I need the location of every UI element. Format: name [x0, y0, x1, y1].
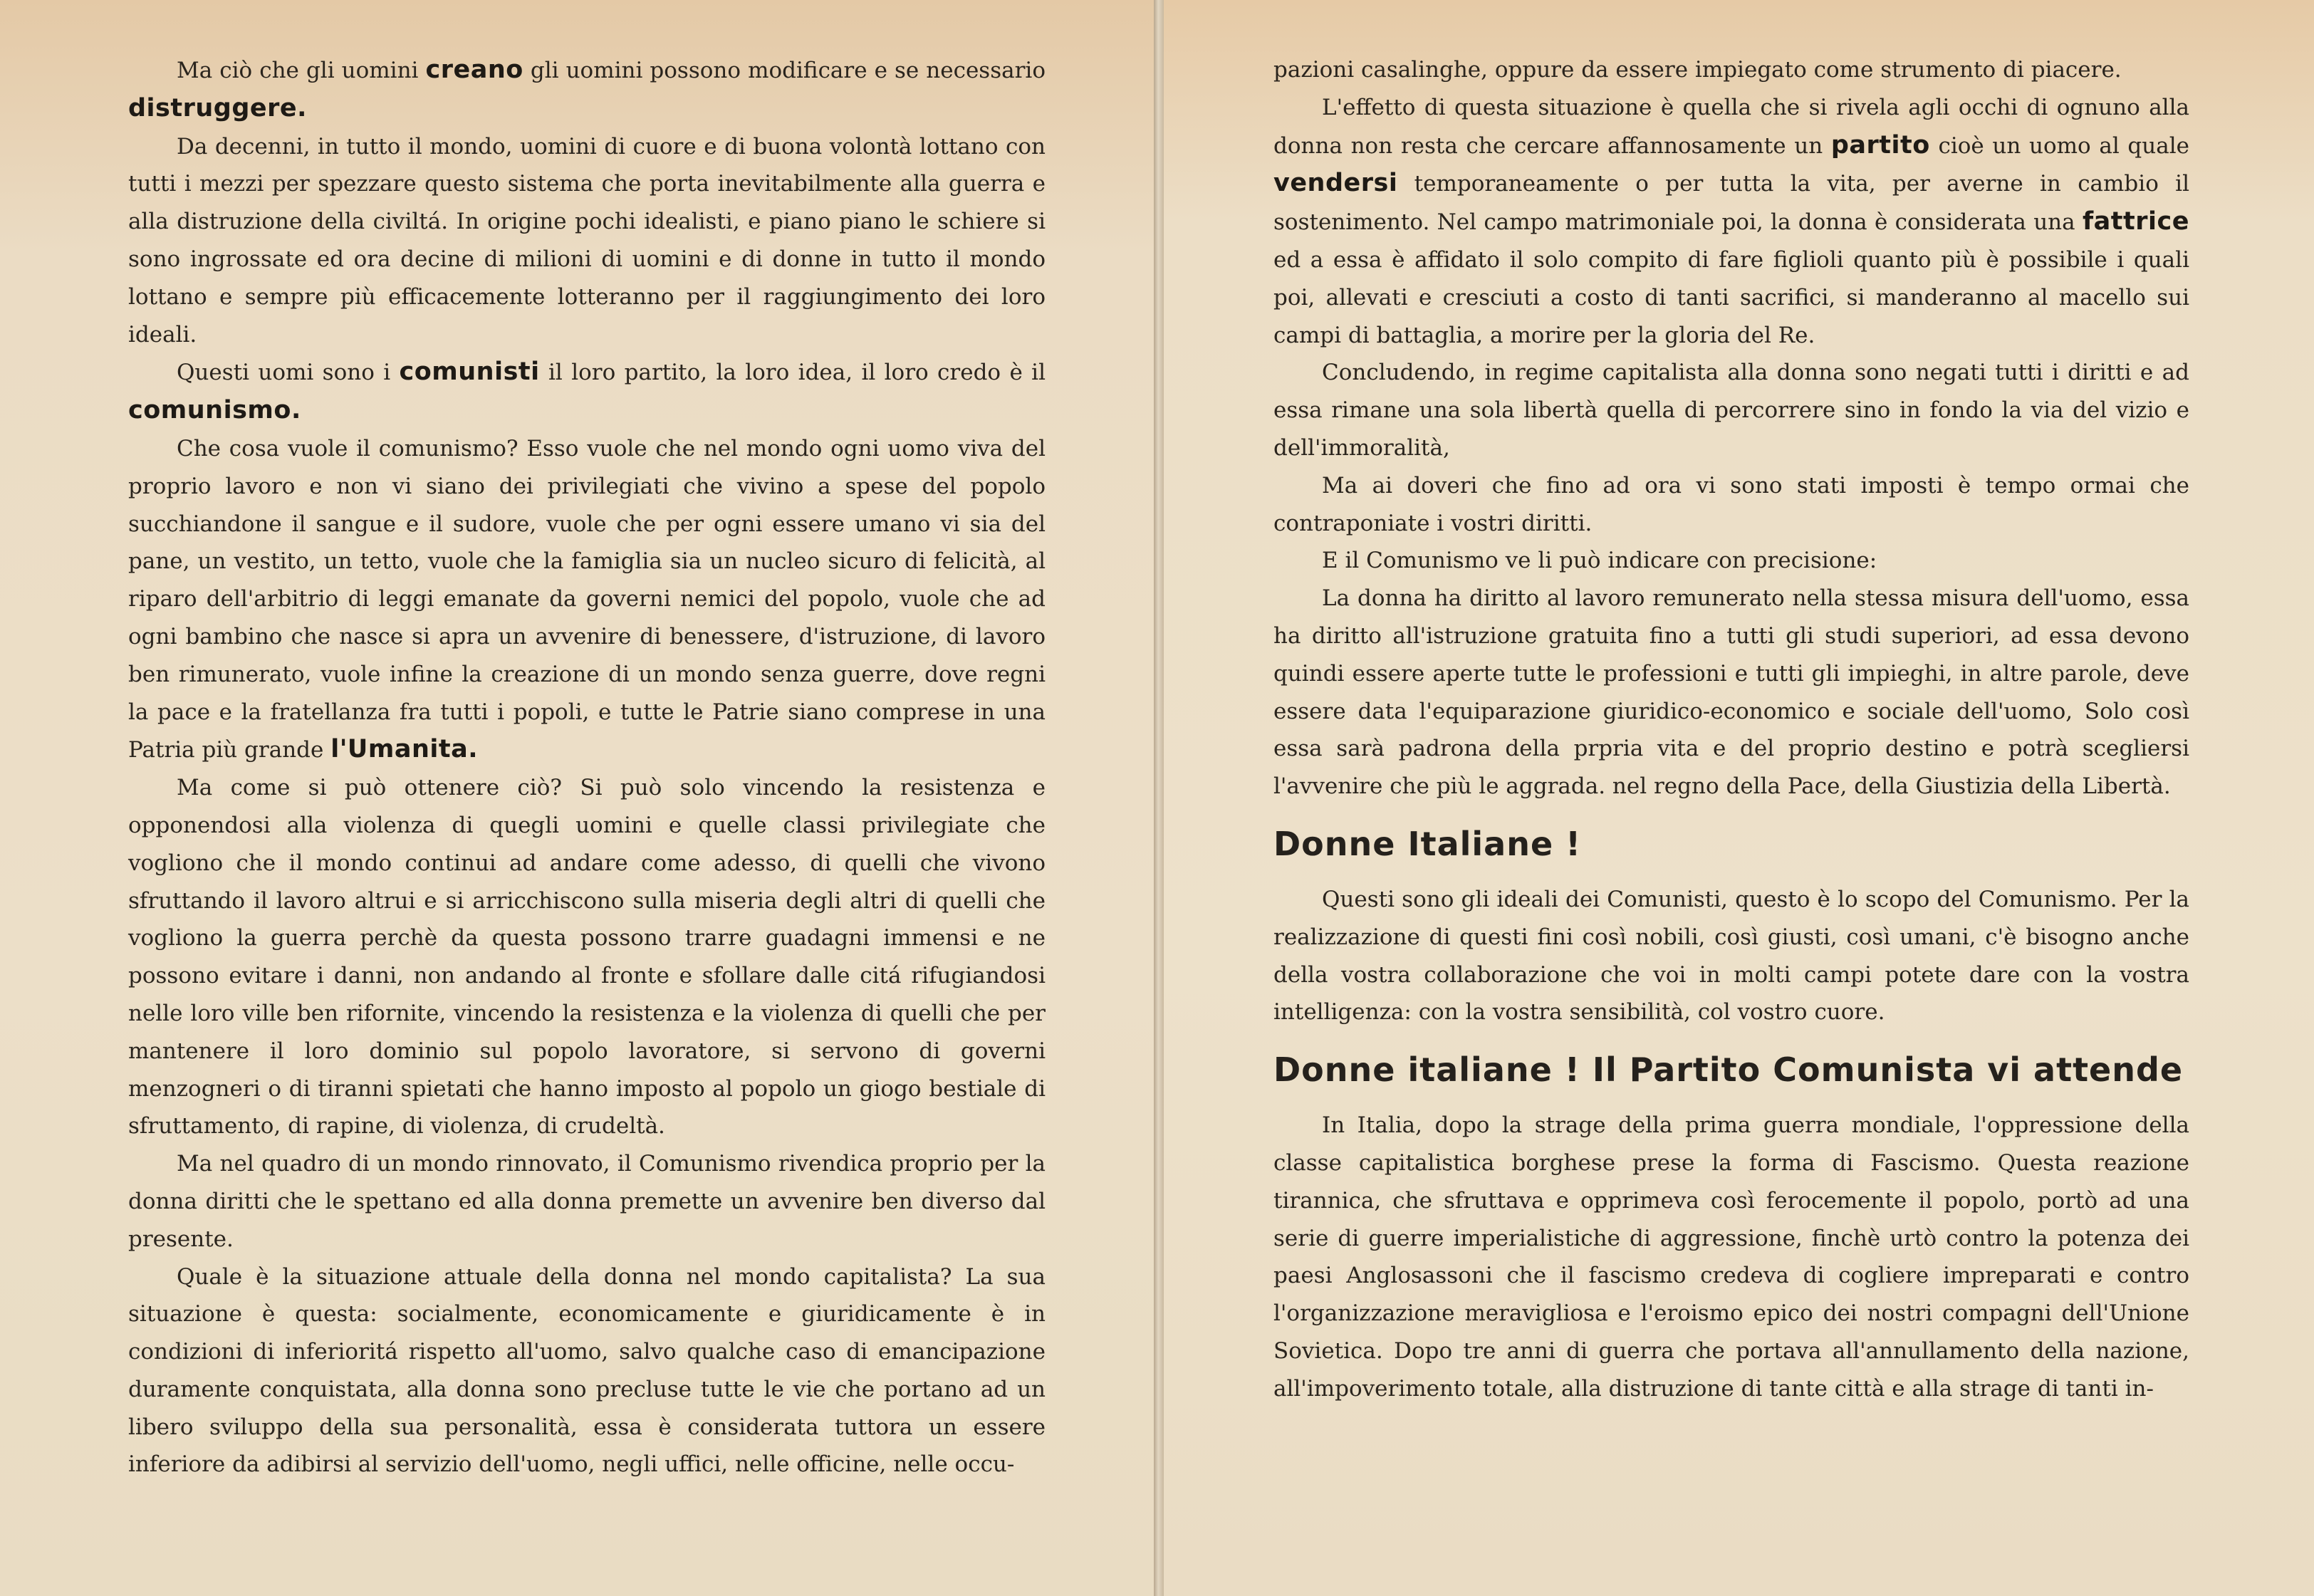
emphasized-word: partito — [1830, 130, 1930, 160]
emphasized-word: vendersi — [1273, 169, 1398, 198]
emphasized-word: l'Umanita. — [330, 735, 478, 764]
book-gutter — [1154, 0, 1164, 1596]
left-column — [128, 51, 1046, 1483]
emphasized-word: fattrice — [2082, 207, 2189, 236]
paragraph: pazioni casalinghe, oppure da essere impiegato come strumento di piacere. — [1273, 57, 2122, 83]
emphasized-word: comunisti — [399, 358, 540, 387]
paragraph: Ma nel quadro di un mondo rinnovato, il Comunismo rivendica proprio per la donna diritti che le spettano ed alla donna premette un avvenire ben diverso dal presente. — [128, 1151, 1046, 1252]
paragraph — [128, 51, 1046, 128]
right-column — [1273, 51, 2189, 1408]
paragraph: Ma ai doveri che fino ad ora vi sono stati imposti è tempo ormai che contraponiate i vostri diritti. — [1273, 472, 2189, 536]
text-run: L'effetto di questa situazione è quella che si rivela agli occhi di ognuno alla donna non resta che cercare affannosamente un — [1273, 94, 2189, 159]
section-heading: Donne Italiane ! — [1273, 824, 1582, 863]
paragraph: Ma come si può ottenere ciò? Si può solo vincendo la resistenza e opponendosi alla violenza di quegli uomini e quelle classi privilegiate che vogliono che il mondo continui ad andare come adesso, di quelli che vivono sfruttando il lavoro altrui e si arricchiscono sulla miseria degli altri di quelli che vogliono la guerra perchè da questa possono trarre guadagni immensi e ne possono evitare i danni, non andando al fronte e sfollare dalle citá rifugiandosi nelle loro ville ben rifornite, vincendo la resistenza e la violenza di quelli che per mantenere il loro dominio sul popolo lavoratore, si servono di governi menzogneri o di tiranni spietati che hanno imposto al popolo un giogo bestiale di sfruttamento, di rapine, di violenza, di crudeltà. — [128, 775, 1046, 1139]
paragraph — [1273, 89, 2189, 355]
text-run: Ma ciò che gli uomini — [177, 58, 426, 83]
paragraph: Questi sono gli ideali dei Comunisti, questo è lo scopo del Comunismo. Per la realizzazione di questi fini così nobili, così giusti, così umani, c'è bisogno anche della vostra collaborazione che voi in molti campi potete dare con la vostra intelligenza: con la vostra sensibilità, col vostro cuore. — [1273, 886, 2189, 1026]
text-run: Che cosa vuole il comunismo? Esso vuole che nel mondo ogni uomo viva del proprio lavoro e non vi siano dei privilegiati che vivino a spese del popolo succhiandone il sangue e il sudore, vuole che per ogni essere umano vi sia del pane, un vestito, un tetto, vuole che la famiglia sia un nucleo sicuro di felicità, al riparo dell'arbitrio di leggi emanate da governi nemici del popolo, vuole che ad ogni bambino che nasce si apra un avvenire di benessere, d'istruzione, di lavoro ben rimunerato, vuole infine la creazione di un mondo senza guerre, dove regni la pace e la fratellanza fra tutti i popoli, e tutte le Patrie siano comprese in una Patria più grande — [128, 435, 1046, 763]
paragraph: Da decenni, in tutto il mondo, uomini di cuore e di buona volontà lottano con tutti i mezzi per spezzare questo sistema che porta inevitabilmente alla guerra e alla distruzione della civiltá. In origine pochi idealisti, e piano piano le schiere si sono ingrossate ed ora decine di milioni di uomini e di donne in tutto il mondo lottano e sempre più efficacemente lotteranno per il raggiungimento dei loro ideali. — [128, 133, 1046, 348]
paragraph: E il Comunismo ve li può indicare con precisione: — [1322, 548, 1877, 574]
text-run: Questi uomi sono i — [177, 360, 400, 386]
paragraph — [128, 353, 1046, 430]
paragraph: In Italia, dopo la strage della prima guerra mondiale, l'oppressione della classe capitalistica borghese prese la forma di Fascismo. Questa reazione tirannica, che sfruttava e opprimeva così ferocemente il popolo, portò ad una serie di guerre imperialistiche di aggressione, finchè urtò contro la potenza dei paesi Anglosassoni che il fascismo credeva di cogliere impreparati e contro l'organizzazione meravigliosa e l'eroismo epico dei nostri compagni dell'Unione Sovietica. Dopo tre anni di guerra che portava all'annullamento della nazione, all'impoverimento totale, alla distruzione di tante città e alla strage di tanti in- — [1273, 1112, 2189, 1402]
paragraph — [128, 430, 1046, 769]
section-heading: Donne italiane ! Il Partito Comunista vi attende — [1273, 1050, 2184, 1090]
emphasized-word: comunismo. — [128, 396, 301, 425]
emphasized-word: distruggere. — [128, 93, 307, 122]
paragraph: Quale è la situazione attuale della donna nel mondo capitalista? La sua situazione è questa: socialmente, economicamente e giuridicamente è in condizioni di inferioritá rispetto all'uomo, salvo qualche caso di emancipazione duramente conquistata, alla donna sono precluse tutte le vie che portano ad un libero sviluppo della sua personalità, essa è considerata tuttora un essere inferiore da adibirsi al servizio dell'uomo, negli uffici, nelle officine, nelle occu- — [128, 1263, 1046, 1478]
text-run: gli uomini possono modificare e se necessario — [523, 58, 1046, 83]
text-run: cioè un uomo al quale — [1929, 132, 2189, 159]
left-page — [0, 0, 1154, 1596]
paragraph: Concludendo, in regime capitalista alla donna sono negati tutti i diritti e ad essa rimane una sola libertà quella di percorrere sino in fondo la via del vizio e dell'immoralità, — [1273, 360, 2189, 461]
emphasized-word: creano — [425, 56, 523, 84]
text-run: il loro partito, la loro idea, il loro credo è il — [539, 360, 1046, 386]
paragraph: La donna ha diritto al lavoro remunerato nella stessa misura dell'uomo, essa ha diritto all'istruzione gratuita fino a tutti gli studi superiori, ad essa devono quindi essere aperte tutte le professioni e tutti gli impieghi, in altre parole, deve essere data l'equiparazione giuridico-economico e sociale dell'uomo, Solo così essa sarà padrona della prpria vita e del proprio destino e potrà scegliersi l'avvenire che più le aggrada. nel regno della Pace, della Giustizia della Libertà. — [1273, 585, 2189, 800]
text-run: temporaneamente o per tutta la vita, per averne in cambio il sostenimento. Nel campo matrimoniale poi, la donna è considerata una — [1273, 171, 2189, 236]
text-run: ed a essa è affidato il solo compito di fare figlioli quanto più è possibile i quali poi, allevati e cresciuti a costo di tanti sacrifici, si manderanno al macello sui campi di battaglia, a morire per la gloria del Re. — [1273, 246, 2189, 348]
right-page — [1164, 0, 2314, 1596]
